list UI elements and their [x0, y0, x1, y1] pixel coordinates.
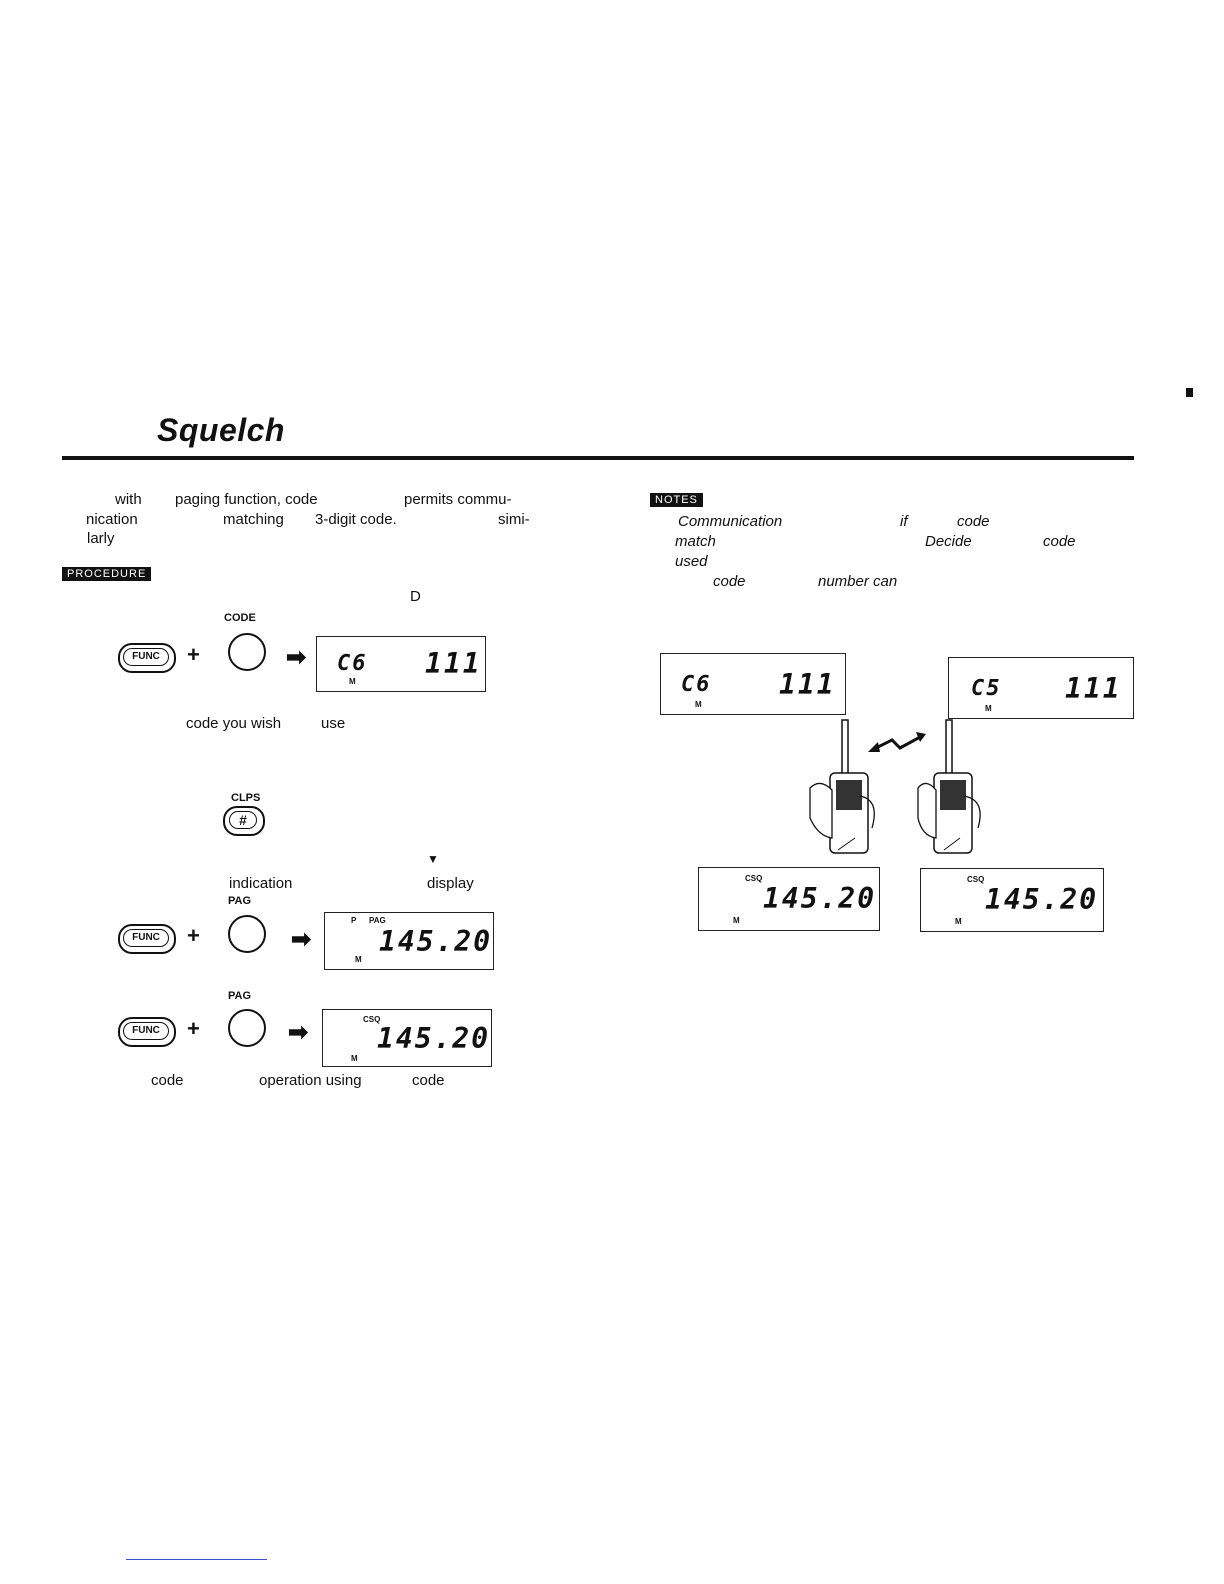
lcd-a-left: C6	[681, 672, 712, 697]
step3-caption-b: operation using	[259, 1072, 362, 1089]
pag-knob-label-2: PAG	[228, 990, 252, 1002]
lcd-display-radio-a	[660, 653, 846, 715]
lcd-b-right: 111	[1065, 672, 1122, 705]
notes-line3: used	[675, 553, 708, 570]
footer-line	[126, 1559, 267, 1560]
lcd-display-paging	[324, 912, 494, 970]
radio-right-icon	[918, 720, 980, 853]
lcd-code-left: C6	[337, 651, 368, 676]
notes-line2-a: match	[675, 533, 716, 550]
code-knob-label: CODE	[224, 612, 256, 624]
func-button-2[interactable]	[118, 924, 176, 954]
lcd-memory-indicator: M	[349, 677, 356, 686]
lcd-a-right: 111	[779, 668, 836, 701]
plus-sign-2: +	[187, 923, 200, 948]
arrow-icon-2: ➡	[291, 926, 312, 953]
intro-text-3: permits commu-	[404, 491, 512, 508]
lcd-display-code	[316, 636, 486, 692]
page-title: Squelch	[157, 412, 285, 448]
intro-text-8: larly	[87, 530, 115, 547]
step2-caption-a: indication	[229, 875, 293, 892]
hash-button[interactable]	[223, 806, 265, 836]
lcd-p-indicator: P	[351, 916, 357, 925]
header-rule	[62, 456, 1134, 460]
clps-label: CLPS	[231, 792, 261, 804]
intro-text-7: simi-	[498, 511, 530, 528]
lcd-display-csq	[322, 1009, 492, 1067]
lcd-c-frequency: 145.20	[763, 882, 877, 915]
lcd-code-right: 111	[425, 647, 482, 680]
lcd-c-csq: CSQ	[745, 874, 763, 883]
lcd-b-left: C5	[971, 676, 1002, 701]
step2-marker: ▼	[427, 852, 439, 866]
step3-caption-a: code	[151, 1072, 184, 1089]
lcd-d-csq: CSQ	[967, 875, 985, 884]
notes-line1-a: Communication	[678, 513, 783, 530]
notes-tag: NOTES	[650, 493, 703, 507]
lcd-memory-indicator-3: M	[351, 1054, 358, 1063]
notes-line4-b: number can	[818, 573, 898, 590]
lcd-display-radio-c	[698, 867, 880, 931]
pag-knob-2[interactable]	[228, 1009, 266, 1047]
intro-text-4: nication	[86, 511, 138, 528]
func-button[interactable]	[118, 643, 176, 673]
signal-arrow-icon	[868, 732, 926, 752]
func-button-label: FUNC	[123, 648, 169, 666]
func-button-2-label: FUNC	[123, 929, 169, 947]
intro-text-2: paging function, code	[175, 491, 318, 508]
arrow-icon: ➡	[286, 644, 307, 671]
lcd-frequency-2: 145.20	[377, 1022, 491, 1055]
notes-line4-a: code	[713, 573, 746, 590]
func-button-3-label: FUNC	[123, 1022, 169, 1040]
notes-line2-c: code	[1043, 533, 1076, 550]
plus-sign: +	[187, 642, 200, 667]
step1-hint: D	[410, 588, 421, 605]
lcd-csq-indicator: CSQ	[363, 1015, 381, 1024]
lcd-b-memory: M	[985, 704, 992, 713]
notes-line2-b: Decide	[925, 533, 972, 550]
hash-button-label: #	[229, 811, 257, 829]
radios-illustration	[800, 718, 1000, 858]
radio-left-icon	[810, 720, 874, 853]
pag-knob-label: PAG	[228, 895, 252, 907]
step1-caption-b: use	[321, 715, 346, 732]
intro-text-6: 3-digit code.	[315, 511, 397, 528]
intro-text-5: matching	[223, 511, 284, 528]
arrow-icon-3: ➡	[288, 1019, 309, 1046]
step2-caption-b: display	[427, 875, 474, 892]
lcd-frequency: 145.20	[379, 925, 493, 958]
lcd-d-memory: M	[955, 917, 962, 926]
notes-line1-c: code	[957, 513, 990, 530]
lcd-a-memory: M	[695, 700, 702, 709]
plus-sign-3: +	[187, 1016, 200, 1041]
func-button-3[interactable]	[118, 1017, 176, 1047]
procedure-tag: PROCEDURE	[62, 567, 151, 581]
step1-caption: code you wish	[186, 715, 282, 732]
corner-mark	[1186, 388, 1193, 397]
lcd-memory-indicator-2: M	[355, 955, 362, 964]
step3-caption-c: code	[412, 1072, 445, 1089]
lcd-display-radio-d	[920, 868, 1104, 932]
code-knob[interactable]	[228, 633, 266, 671]
lcd-display-radio-b	[948, 657, 1134, 719]
lcd-c-memory: M	[733, 916, 740, 925]
intro-text-1: with	[115, 491, 142, 508]
notes-line1-b: if	[900, 513, 908, 530]
pag-knob[interactable]	[228, 915, 266, 953]
lcd-d-frequency: 145.20	[985, 883, 1099, 916]
lcd-pag-indicator: PAG	[369, 916, 386, 925]
